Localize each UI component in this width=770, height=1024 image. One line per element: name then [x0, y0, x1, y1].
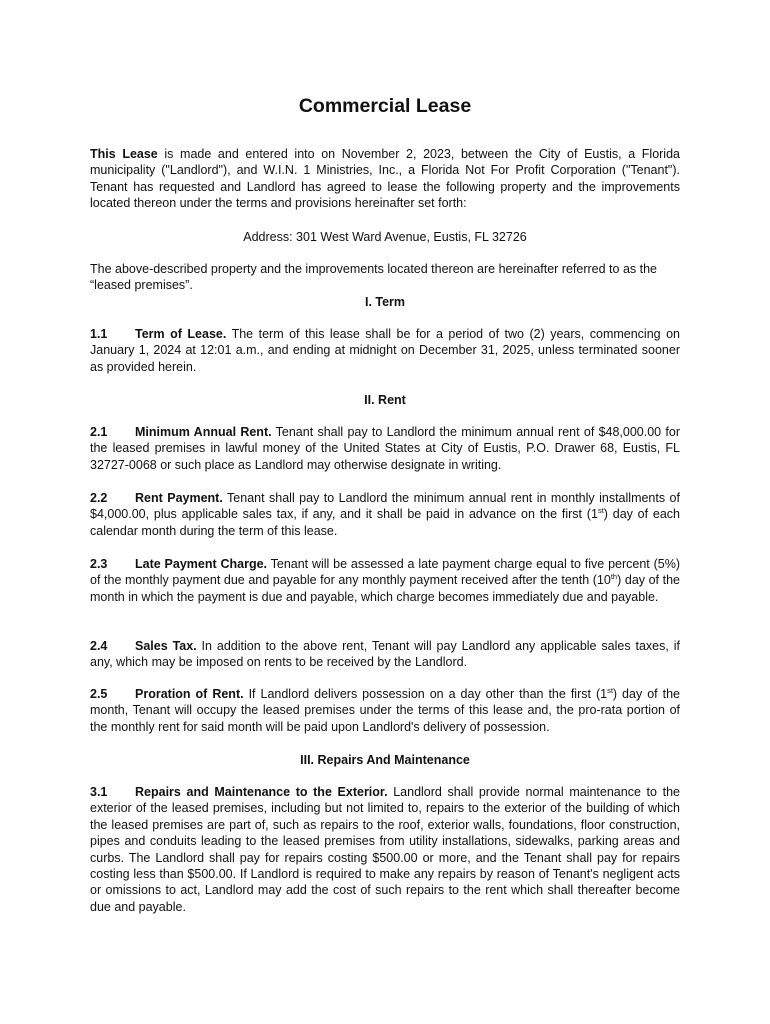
intro-lead: This Lease [90, 147, 158, 161]
clause-number: 2.4 [90, 639, 108, 653]
clause-title: Repairs and Maintenance to the Exterior. [135, 785, 388, 799]
intro-text: is made and entered into on November 2, 2023, between the City of Eustis, a Florida municipality ("Landlord"), and W.I.N. 1 Ministries, Inc., a Florida Not For Profit Corporation ("Tenant"). Tenant has requested and Landlord has agreed to lease the following property and the improvements located thereon under the terms and provisions hereinafter set forth: [90, 147, 680, 211]
document-title: Commercial Lease [298, 95, 472, 117]
ordinal-suffix: st [607, 685, 613, 695]
clause-text: Landlord shall provide normal maintenance to the exterior of the leased premises, including but not limited to, repairs to the exterior of the building of which the leased premises are part of, such as repairs to the roof, exterior walls, foundations, floor construction, pipes and conduits leading to the leased premises from utility installations, sidewalks, parking areas and curbs. The Landlord shall pay for repairs costing $500.00 or more, and the Tenant shall pay for repairs costing less than $500.00. If Landlord is required to make any repairs by reason of Tenant's negligent acts or omissions to act, Landlord may add the cost of such repairs to the rent which shall thereafter become due and payable. [90, 785, 680, 914]
clause-text: If Landlord delivers possession on a day other than the first (1 [243, 687, 608, 701]
intro-paragraph [90, 146, 680, 212]
clause-text: In addition to the above rent, Tenant will pay Landlord any applicable sales taxes, if any, which may be imposed on rents to be received by the Landlord. [90, 639, 680, 670]
clause-title: Rent Payment. [135, 491, 223, 505]
clause-2-3 [90, 556, 680, 605]
clause-title: Term of Lease. [135, 327, 227, 341]
clause-text: Tenant shall pay to Landlord the minimum annual rent in monthly installments of $4,000.00, plus applicable sales tax, if any, and it shall be paid in advance on the first (1 [90, 491, 680, 522]
clause-2-5 [90, 686, 680, 735]
ordinal-suffix: st [597, 506, 604, 516]
clause-text: Tenant will be assessed a late payment charge equal to five percent (5%) of the monthly payment due and payable for any monthly payment received after the tenth (10 [90, 557, 680, 588]
clause-1-1 [90, 326, 680, 375]
clause-number: 2.2 [90, 491, 108, 505]
clause-title: Minimum Annual Rent. [135, 425, 272, 439]
property-address: Address: 301 West Ward Avenue, Eustis, FL 32726 [243, 230, 527, 244]
clause-title: Sales Tax. [135, 639, 197, 653]
clause-title: Late Payment Charge. [135, 557, 268, 571]
clause-text: The term of this lease shall be for a period of two (2) years, commencing on January 1, 2024 at 12:01 a.m., and ending at midnight on December 31, 2025, unless terminated sooner as provided herein. [90, 327, 680, 374]
clause-number: 2.1 [90, 425, 108, 439]
clause-text-end: ) day of the month, Tenant will occupy the leased premises under the terms of this lease and, the pro-rata portion of the monthly rent for said month will be paid upon Landlord's delivery of possession. [90, 687, 680, 734]
clause-title: Proration of Rent. [135, 687, 244, 701]
clause-3-1 [90, 784, 680, 915]
section-heading-term: I. Term [364, 295, 406, 309]
clause-2-2 [90, 490, 680, 539]
clause-number: 3.1 [90, 785, 108, 799]
clause-number: 1.1 [90, 327, 108, 341]
clause-2-4 [90, 638, 680, 671]
ordinal-suffix: th [610, 572, 618, 582]
clause-2-1 [90, 424, 680, 473]
clause-number: 2.5 [90, 687, 108, 701]
section-heading-repairs: III. Repairs And Maintenance [300, 753, 470, 767]
clause-number: 2.3 [90, 557, 108, 571]
clause-text-end: ) day of the month in which the payment is due and payable, which charge becomes immediately due and payable. [90, 573, 681, 604]
leased-premises-definition: The above-described property and the improvements located thereon are hereinafter referred to as the “leased premises”. [90, 262, 657, 293]
clause-text-end: ) day of each calendar month during the term of this lease. [90, 507, 681, 538]
clause-text: Tenant shall pay to Landlord the minimum annual rent of $48,000.00 for the leased premises in lawful money of the United States at City of Eustis, P.O. Drawer 68, Eustis, FL 32727-0068 or such place as Landlord may otherwise designate in writing. [90, 425, 681, 472]
section-heading-rent: II. Rent [364, 393, 406, 407]
